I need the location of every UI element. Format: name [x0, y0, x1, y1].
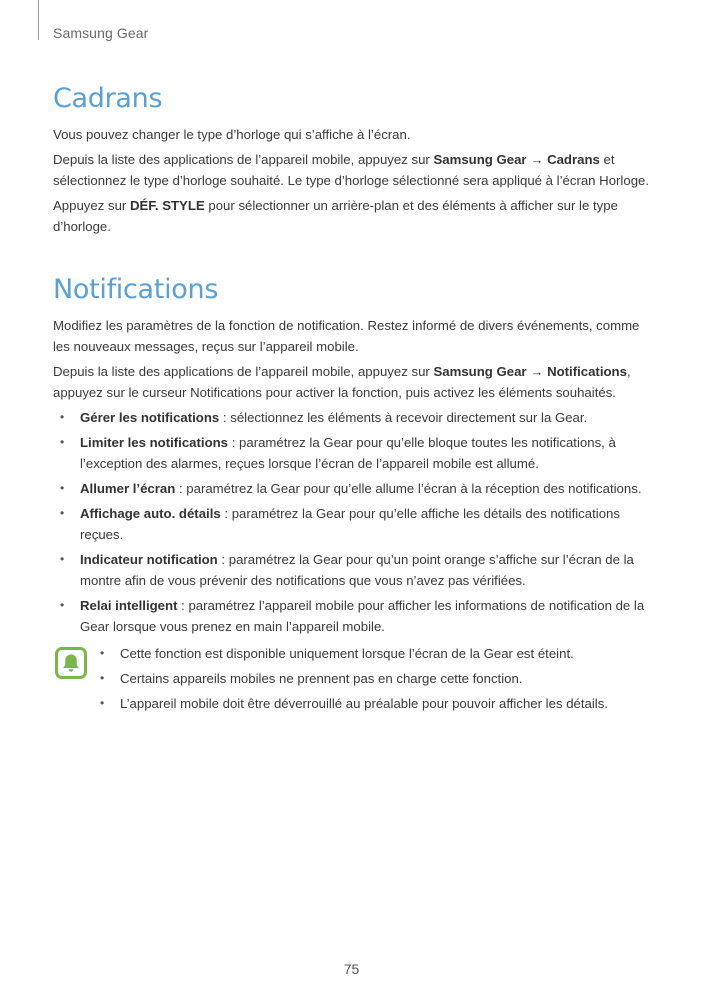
list-item: • Limiter les notifications : paramétrez la Gear pour qu’elle bloque toutes les notifications, à l’exception des alarmes, reçues lorsque l’écran de l’appareil mobile est allumé.	[60, 435, 616, 471]
list-item: • Allumer l’écran : paramétrez la Gear pour qu’elle allume l’écran à la réception des notifications.	[60, 481, 642, 496]
bell-icon	[55, 647, 87, 679]
list-item: • Gérer les notifications : sélectionnez les éléments à recevoir directement sur la Gear.	[60, 410, 588, 425]
option-term: Indicateur notification	[80, 552, 218, 567]
option-term: Limiter les notifications	[80, 435, 229, 450]
note-item: • Certains appareils mobiles ne prennent pas en charge cette fonction.	[100, 671, 523, 686]
cadrans-intro: Vous pouvez changer le type d’horloge qui s’affiche à l’écran.	[53, 127, 411, 142]
section-cadrans	[53, 82, 653, 237]
menu-path-samsung-gear: Samsung Gear	[433, 364, 527, 379]
arrow-separator: →	[526, 364, 548, 379]
option-term: Relai intelligent	[80, 598, 178, 613]
notifications-instructions: Depuis la liste des applications de l’appareil mobile, appuyez sur Samsung Gear → Notifications, appuyez sur le curseur Notifications pour activer la fonction, puis activez les éléments souhaités.	[53, 364, 631, 400]
option-term: Gérer les notifications	[80, 410, 220, 425]
note-item: • L’appareil mobile doit être déverrouillé au préalable pour pouvoir afficher les détails.	[100, 696, 608, 711]
menu-path-samsung-gear: Samsung Gear	[433, 152, 527, 167]
section-notifications	[53, 273, 653, 714]
note-list	[96, 643, 653, 714]
option-desc: : paramétrez la Gear pour qu’elle bloque toutes les notifications, à l’exception des alarmes, reçues lorsque l’écran de l’appareil mobile est allumé.	[80, 435, 616, 471]
page-content	[53, 82, 653, 718]
running-header: Samsung Gear	[53, 25, 149, 41]
section-title-cadrans: Cadrans	[53, 83, 163, 114]
option-term: Affichage auto. détails	[80, 506, 221, 521]
list-item: • Relai intelligent : paramétrez l’appareil mobile pour afficher les informations de notification de la Gear lorsque vous prenez en main l’appareil mobile.	[60, 598, 645, 634]
cadrans-style-instructions: Appuyez sur DÉF. STYLE pour sélectionner un arrière-plan et des éléments à afficher sur le type d’horloge.	[53, 198, 618, 234]
option-desc: : paramétrez l’appareil mobile pour afficher les informations de notification de la Gear lorsque vous prenez en main l’appareil mobile.	[80, 598, 645, 634]
page-number: 75	[343, 961, 360, 977]
arrow-separator: →	[526, 152, 548, 167]
menu-path-cadrans: Cadrans	[547, 152, 600, 167]
list-item: • Indicateur notification : paramétrez la Gear pour qu’un point orange s’affiche sur l’écran de la montre afin de vous prévenir des notifications que vous n’avez pas vérifiées.	[60, 552, 634, 588]
menu-path-notifications: Notifications	[547, 364, 627, 379]
header-divider	[38, 0, 39, 40]
notification-options-list	[56, 407, 653, 637]
cadrans-instructions: Depuis la liste des applications de l’appareil mobile, appuyez sur Samsung Gear → Cadrans et sélectionnez le type d’horloge souhaité. Le type d’horloge sélectionné sera appliqué à l’écran Horloge.	[53, 152, 650, 188]
button-ref-def-style: DÉF. STYLE	[129, 198, 205, 213]
section-title-notifications: Notifications	[53, 274, 219, 305]
option-term: Allumer l’écran	[80, 481, 176, 496]
note-item: • Cette fonction est disponible uniquement lorsque l’écran de la Gear est éteint.	[100, 646, 574, 661]
notifications-intro: Modifiez les paramètres de la fonction de notification. Restez informé de divers événements, comme les nouveaux messages, reçus sur l’appareil mobile.	[53, 318, 640, 354]
option-desc: : paramétrez la Gear pour qu’elle affiche les détails des notifications reçues.	[80, 506, 620, 542]
list-item: • Affichage auto. détails : paramétrez la Gear pour qu’elle affiche les détails des notifications reçues.	[60, 506, 620, 542]
note-box	[53, 643, 653, 714]
option-desc: : paramétrez la Gear pour qu’un point orange s’affiche sur l’écran de la montre afin de vous prévenir des notifications que vous n’avez pas vérifiées.	[80, 552, 634, 588]
option-desc: : sélectionnez les éléments à recevoir directement sur la Gear.	[219, 410, 588, 425]
option-desc: : paramétrez la Gear pour qu’elle allume l’écran à la réception des notifications.	[175, 481, 642, 496]
